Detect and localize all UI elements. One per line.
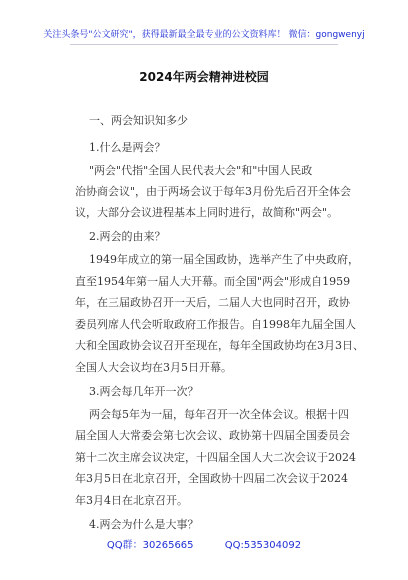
document-title: 2024年两会精神进校园 xyxy=(139,70,269,84)
paragraph-line: 届全国人大常委会第七次会议、政协第十四届全国委员会 xyxy=(75,429,350,442)
question-heading: 2.两会的由来？ xyxy=(89,230,166,243)
header-divider xyxy=(70,44,338,45)
paragraph-line: 第十二次主席会议决定，十四届全国人大二次会议于2024 xyxy=(75,451,356,464)
paragraph-line: 委员列席人代会听取政府工作报告。自1998年九届全国人 xyxy=(75,318,356,331)
header-promo-note: 关注头条号"公文研究"，获得最新最全最专业的公文资料库！ 微信：gongwenyj xyxy=(43,30,365,40)
section-heading: 一、两会知识知多少 xyxy=(89,114,188,127)
paragraph-line: 治协商会议"，由于两场会议于每年3月份先后召开全体会 xyxy=(75,185,352,198)
paragraph-line: 1949年成立的第一届全国政协，选举产生了中央政府， xyxy=(89,253,359,266)
paragraph-line: 议，大部分会议进程基本上同时进行，故简称"两会"。 xyxy=(75,206,339,219)
paragraph-line: 全国人大会议均在3月5日开幕。 xyxy=(75,361,232,374)
footer-contact xyxy=(0,536,408,551)
question-heading: 1.什么是两会？ xyxy=(89,141,166,154)
footer-qq-group: QQ群：30265665 xyxy=(106,540,194,551)
paragraph-line: 年3月5日在北京召开，全国政协十四届二次会议于2024 xyxy=(75,472,348,485)
question-heading: 4.两会为什么是大事？ xyxy=(89,518,199,531)
paragraph-line: 年，在三届政协召开一天后，二届人大也同时召开，政协 xyxy=(75,296,350,309)
footer-qq-number: QQ:535304092 xyxy=(224,540,302,551)
paragraph-line: "两会"代指"全国人民代表大会"和"中国人民政 xyxy=(89,164,313,177)
question-heading: 3.两会每几年开一次？ xyxy=(89,385,199,398)
paragraph-line: 年3月4日在北京召开。 xyxy=(75,494,188,507)
paragraph-line: 两会每5年为一届，每年召开一次全体会议。根据十四 xyxy=(89,408,349,421)
paragraph-line: 大和全国政协会议召开至现在，每年全国政协均在3月3日、 xyxy=(75,339,364,352)
paragraph-line: 直至1954年第一届人大开幕。而全国"两会"形成自1959 xyxy=(75,275,351,288)
